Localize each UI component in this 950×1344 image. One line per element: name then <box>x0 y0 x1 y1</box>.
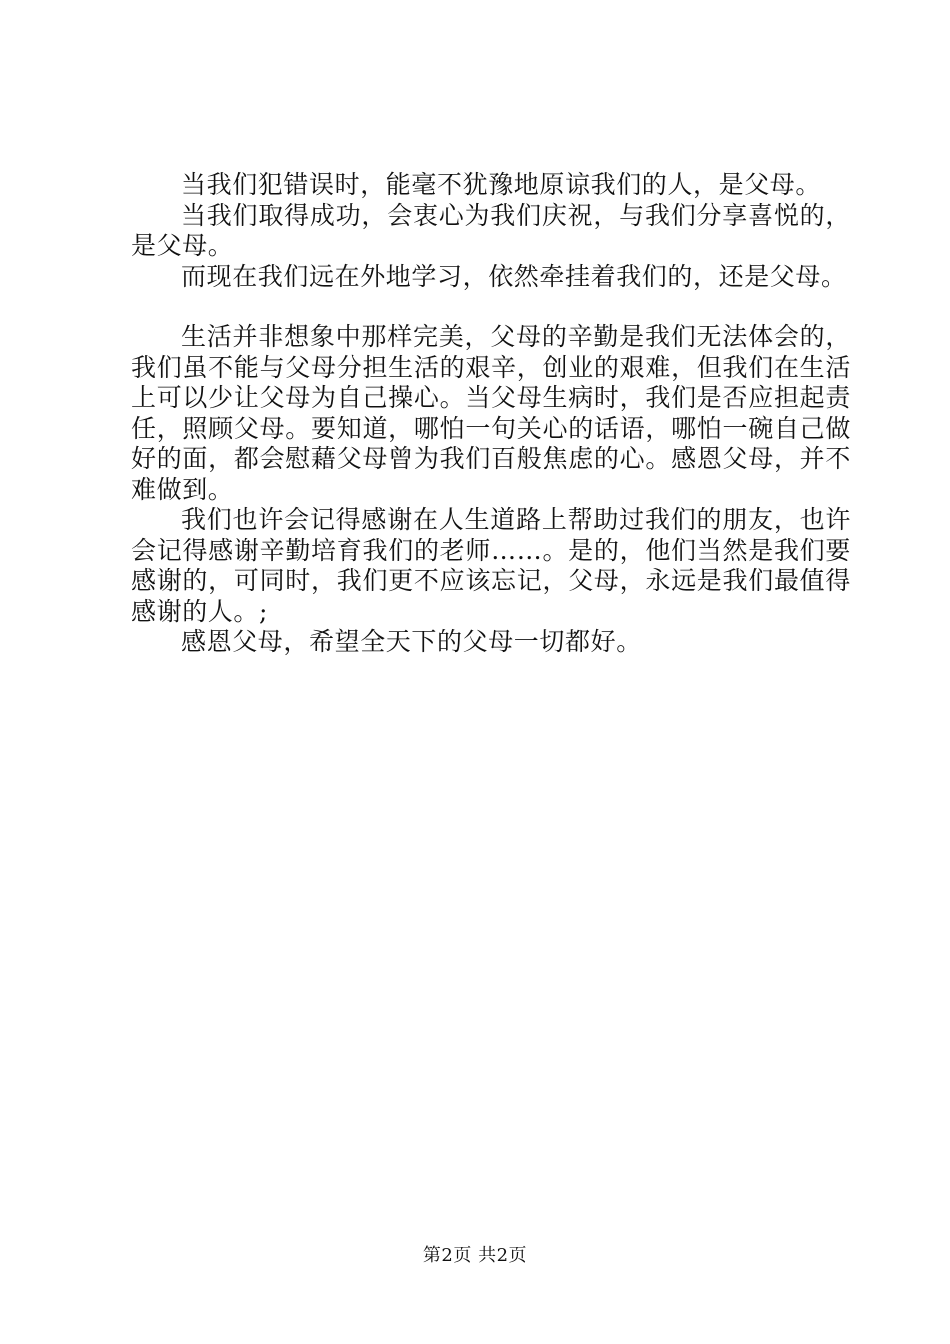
paragraph: 我们也许会记得感谢在人生道路上帮助过我们的朋友，也许会记得感谢辛勤培育我们的老师……。是的，他们当然是我们要感谢的，可同时，我们更不应该忘记，父母，永远是我们最值得感谢的人。; <box>131 505 851 626</box>
paragraph: 而现在我们远在外地学习，依然牵挂着我们的，还是父母。 <box>181 261 847 291</box>
page-number-label: 第2页 共2页 <box>422 1245 528 1266</box>
paragraph: 感恩父母，希望全天下的父母一切都好。 <box>181 627 642 656</box>
paragraph: 生活并非想象中那样完美，父母的辛勤是我们无法体会的，我们虽不能与父母分担生活的艰辛，创业的艰难，但我们在生活上可以少让父母为自己操心。当父母生病时，我们是否应担起责任，照顾父母。要知道，哪怕一句关心的话语，哪怕一碗自己做好的面，都会慰藉父母曾为我们百般焦虑的心。感恩父母，并不难做到。 <box>131 322 851 504</box>
paragraph: 当我们取得成功，会衷心为我们庆祝，与我们分享喜悦的，是父母。 <box>131 200 851 260</box>
paragraph: 当我们犯错误时，能毫不犹豫地原谅我们的人，是父母。 <box>181 170 822 199</box>
page-footer <box>0 1245 950 1267</box>
document-body <box>131 170 851 658</box>
